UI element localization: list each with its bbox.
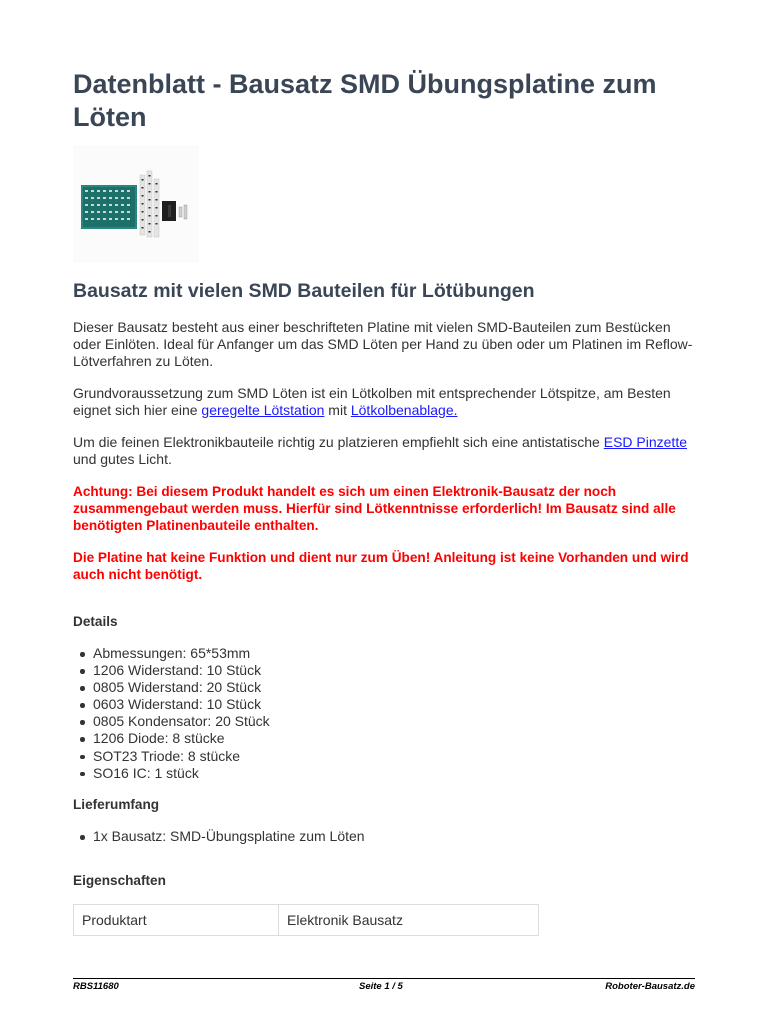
footer-page-number: Seite 1 / 5: [359, 981, 403, 992]
properties-heading: Eigenschaften: [73, 873, 166, 888]
soldering-station-link[interactable]: geregelte Lötstation: [201, 402, 325, 418]
delivery-heading: Lieferumfang: [73, 797, 160, 812]
esd-tweezers-link[interactable]: ESD Pinzette: [603, 434, 687, 450]
requirements-paragraph: [73, 385, 698, 419]
details-heading: Details: [73, 614, 118, 629]
requirements-text: Grundvoraussetzung zum SMD Löten ist ein Lötkolben mit entsprechender Lötspitze, am Besten eignet sich hier eine: [73, 385, 671, 418]
list-item: 0805 Widerstand: 20 Stück: [73, 679, 270, 696]
list-item: SOT23 Triode: 8 stücke: [73, 748, 270, 765]
property-value: Elektronik Bausatz: [279, 905, 539, 936]
list-item: 1x Bausatz: SMD-Übungsplatine zum Löten: [73, 828, 365, 845]
function-warning: Die Platine hat keine Funktion und dient nur zum Üben! Anleitung ist keine Vorhanden und wird auch nicht benötigt.: [73, 550, 689, 582]
property-key: Produktart: [74, 905, 279, 936]
pcb-kit-product-image: [73, 145, 199, 263]
list-item: 1206 Widerstand: 10 Stück: [73, 662, 270, 679]
assembly-warning: Achtung: Bei diesem Produkt handelt es sich um einen Elektronik-Bausatz der noch zusammengebaut werden muss. Hierfür sind Lötkenntnisse erforderlich! Im Bausatz sind alle benötigten Platinenbauteile enthalten.: [73, 484, 676, 533]
footer-divider: [73, 978, 695, 979]
tweezers-paragraph: [73, 434, 698, 468]
page-title: Datenblatt - Bausatz SMD Übungsplatine zum Löten: [73, 69, 657, 132]
delivery-list: [73, 828, 365, 845]
section-title: Bausatz mit vielen SMD Bauteilen für Lötübungen: [73, 280, 535, 302]
list-item: SO16 IC: 1 stück: [73, 765, 270, 782]
table-row: [74, 905, 539, 936]
footer-site-name: Roboter-Bausatz.de: [605, 981, 695, 992]
list-item: 0805 Kondensator: 20 Stück: [73, 713, 270, 730]
tweezers-text: Um die feinen Elektronikbauteile richtig zu platzieren empfiehlt sich eine antistatische: [73, 434, 604, 450]
properties-table: [73, 904, 539, 936]
list-item: 1206 Diode: 8 stücke: [73, 730, 270, 747]
tweezers-text-end: und gutes Licht.: [73, 451, 172, 467]
footer-article-number: RBS11680: [73, 981, 119, 992]
list-item: 0603 Widerstand: 10 Stück: [73, 696, 270, 713]
list-item: Abmessungen: 65*53mm: [73, 645, 270, 662]
intro-paragraph: Dieser Bausatz besteht aus einer beschrifteten Platine mit vielen SMD-Bauteilen zum Bestücken oder Einlöten. Ideal für Anfanger um das SMD Löten per Hand zu üben oder um Platinen im Reflow-Lötverfahren zu Löten.: [73, 319, 693, 369]
details-list: [73, 645, 270, 782]
soldering-stand-link[interactable]: Lötkolbenablage.: [350, 402, 458, 418]
requirements-connector: mit: [324, 402, 351, 418]
